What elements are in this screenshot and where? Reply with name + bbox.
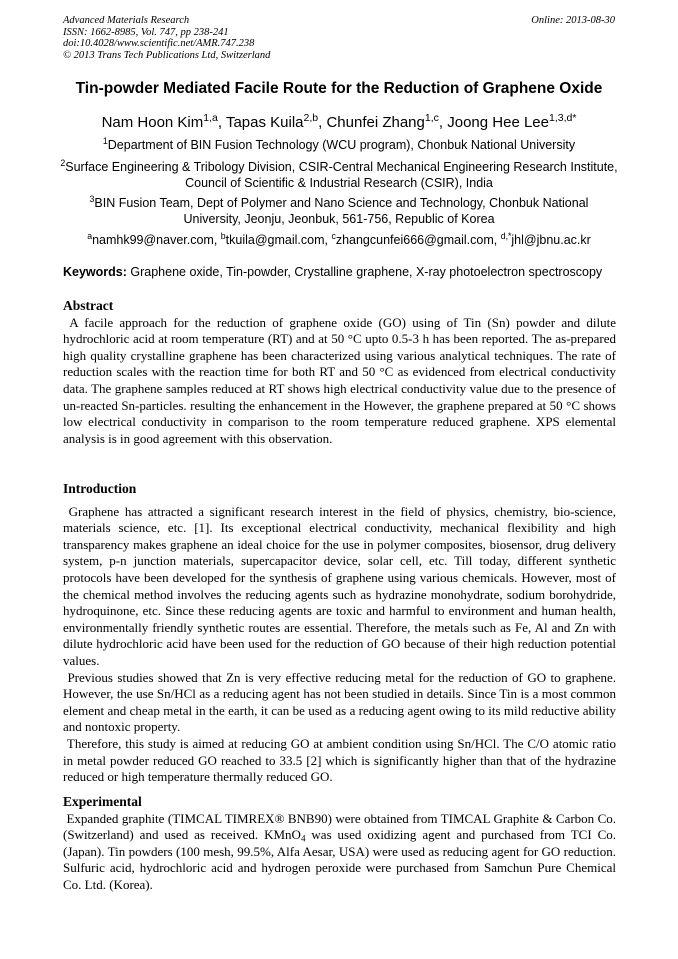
copyright-line: © 2013 Trans Tech Publications Ltd, Switzerland (63, 49, 271, 61)
affiliation-1: $^1$Department of BIN Fusion Technology (WCU program), Chonbuk National University (102, 136, 576, 152)
affiliation-3: $^3$BIN Fusion Team, Dept of Polymer and Nano Science and Technology, Chonbuk National University, Jeonju, Jeonbuk, 561-756, Republic of Korea (89, 194, 589, 226)
affiliation-2: $^2$Surface Engineering & Tribology Division, CSIR-Central Mechanical Engineering Research Institute, Council of Scientific & Industrial Research (CSIR), India (60, 158, 618, 190)
paper-title: Tin-powder Mediated Facile Route for the Reduction of Graphene Oxide (75, 80, 603, 97)
introduction-paragraph: Previous studies showed that Zn is very effective reducing metal for the reduction of GO to graphene. However, the use Sn/HCl as a reducing agent has not been studied in details. Since Tin is a most common element and cheap metal in the earth, it can be used as a reducing agent owing to its mild reductive ability and nontoxic property. (63, 669, 617, 735)
introduction-section (63, 481, 616, 786)
running-header (63, 15, 270, 61)
doi-line: doi:10.4028/www.scientific.net/AMR.747.238 (63, 38, 255, 49)
email: $^c$zhangcunfei666@gmail.com, (331, 231, 501, 247)
experimental-heading: Experimental (63, 794, 142, 809)
author: Chunfei Zhang$^{1,c}$, (326, 112, 448, 131)
author-list (30, 114, 648, 131)
introduction-paragraph: Therefore, this study is aimed at reducing GO at ambient condition using Sn/HCl. The C/O atomic ratio in metal powder reduced GO reached to 33.5 [2] which is significantly higher than that of the hydrazine reduced or high temperature thermally reduced GO. (63, 735, 616, 785)
author: Nam Hoon Kim$^{1,a}$, (101, 112, 226, 131)
journal-name: Advanced Materials Research (63, 15, 190, 26)
keywords (63, 265, 618, 279)
online-date: Online: 2013-08-30 (531, 15, 615, 26)
keywords-text: Graphene oxide, Tin-powder, Crystalline graphene, X-ray photoelectron spectroscopy (130, 265, 603, 279)
abstract-section (63, 298, 616, 447)
email: $^{d,*}$jhl@jbnu.ac.kr (500, 231, 591, 247)
author: Tapas Kuila$^{2,b}$, (225, 112, 327, 131)
email: $^b$tkuila@gmail.com, (220, 231, 332, 247)
experimental-section (63, 794, 616, 894)
experimental-paragraph: Expanded graphite (TIMCAL TIMREX® BNB90) were obtained from TIMCAL Graphite & Carbon Co. (Switzerland) and used as received. KMnO$_4$ was used oxidizing agent and purchased from TCI Co. (Japan). Tin powders (100 mesh, 99.5%, Alfa Aesar, USA) were used as reducing agent for GO reduction. Sulfuric acid, hydrochloric acid and hydrogen peroxide were purchased from Samchun Pure Chemical Co. Ltd. (Korea). (63, 810, 617, 892)
introduction-paragraph: Graphene has attracted a significant research interest in the field of physics, chemistry, bio-science, materials science, etc. [1]. Its exceptional electrical conductivity, mechanical flexibility and high transparency makes graphene an ideal choice for the use in polymer composites, biosensor, drug delivery system, p-n junction materials, supercapacitor device, solar cell, etc. Till today, different synthetic protocols have been developed for the synthesis of graphene using various chemicals. However, most of the chemical method involves the reducing agents such as hydrazine monohydrate, sodium borohydride, hydroquinone, etc. Since these reducing agents are toxic and harmful to environment and human health, environmentally friendly synthetic routes are essential. Therefore, the metals such as Fe, Al and Zn with dilute hydrochloric acid have been used for the reduction of GO because of their high reduction potential values. (63, 503, 616, 668)
abstract-heading: Abstract (63, 298, 114, 313)
author: Joong Hee Lee$^{1,3,d*}$ (447, 112, 577, 131)
email-list (30, 232, 648, 248)
issn-line: ISSN: 1662-8985, Vol. 747, pp 238-241 (63, 26, 229, 38)
keywords-label: Keywords: (63, 265, 127, 279)
introduction-heading: Introduction (63, 481, 137, 496)
abstract-text: A facile approach for the reduction of graphene oxide (GO) using of Tin (Sn) powder and dilute hydrochloric acid at room temperature (RT) and at 50 °C upto 0.5-3 h has been reported. The as-prepared high quality crystalline graphene has been characterized using various analytical techniques. The rate of reduction scales with the reaction time for both RT and 50 °C as evidenced from electrical conductivity data. The graphene samples reduced at RT shows high electrical conductivity value due to the presence of un-reacted Sn-particles. resulting the enhancement in the However, the graphene prepared at 50 °C shows low electrical conductivity in comparison to the room temperature reduced graphene. XPS elemental analysis is in good agreement with this observation. (63, 314, 617, 446)
email: $^a$namhk99@naver.com, (87, 231, 221, 247)
